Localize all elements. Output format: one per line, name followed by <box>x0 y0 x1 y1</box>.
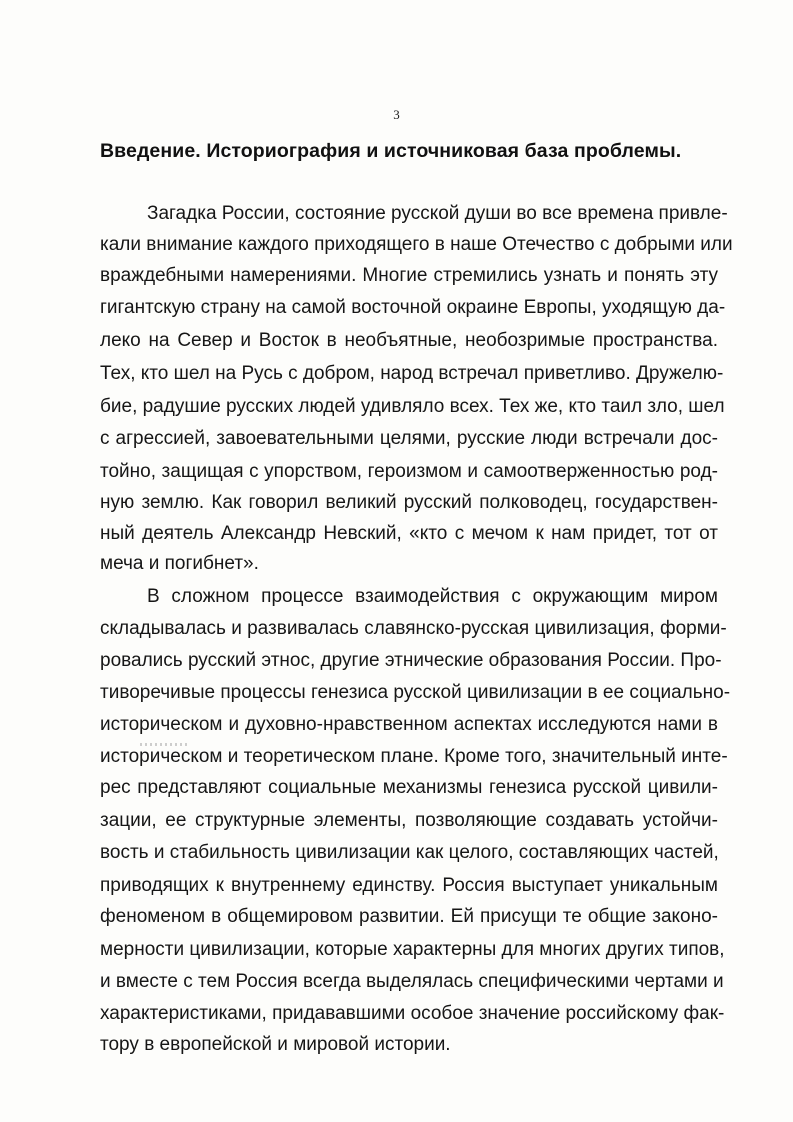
page-number: 3 <box>393 107 400 122</box>
text-line: леко на Север и Восток в необъятные, необозримые пространства. <box>100 330 718 351</box>
text-line: и вместе с тем Россия всегда выделялась специфическими чертами и <box>100 971 724 992</box>
text-line: складывалась и развивалась славянско-русская цивилизация, форми- <box>100 618 727 639</box>
text-line: враждебными намерениями. Многие стремились узнать и понять эту <box>100 265 718 286</box>
text-line: историческом и духовно-нравственном аспектах исследуются нами в <box>100 714 718 735</box>
text-line: ную землю. Как говорил великий русский полководец, государствен- <box>100 492 718 513</box>
text-line: Тех, кто шел на Русь с добром, народ встречал приветливо. Дружелю- <box>100 363 724 384</box>
text-line: рес представляют социальные механизмы генезиса русской цивили- <box>100 777 718 798</box>
text-line: тойно, защищая с упорством, героизмом и самоотверженностью род- <box>100 461 718 482</box>
text-line: меча и погибнет». <box>100 553 259 574</box>
text-line: характеристиками, придававшими особое значение российскому фак- <box>100 1003 725 1024</box>
text-line: бие, радушие русских людей удивляло всех. Тех же, кто таил зло, шел <box>100 396 725 417</box>
text-line: приводящих к внутреннему единству. Россия выступает уникальным <box>100 875 718 896</box>
scan-artifact <box>140 743 188 746</box>
text-line: вость и стабильность цивилизации как целого, составляющих частей, <box>100 842 719 863</box>
text-line: историческом и теоретическом плане. Кроме того, значительный инте- <box>100 746 728 767</box>
text-line: с агрессией, завоевательными целями, русские люди встречали дос- <box>100 428 718 449</box>
text-line: гигантскую страну на самой восточной окраине Европы, уходящую да- <box>100 297 726 318</box>
text-line: тиворечивые процессы генезиса русской цивилизации в ее социально- <box>100 682 731 703</box>
text-line: тору в европейской и мировой истории. <box>100 1034 451 1055</box>
text-line: ный деятель Александр Невский, «кто с мечом к нам придет, тот от <box>100 523 718 544</box>
text-line: Загадка России, состояние русской души во все времена привле- <box>147 203 728 224</box>
text-line: кали внимание каждого приходящего в наше Отечество с добрыми или <box>100 234 733 255</box>
text-line: мерности цивилизации, которые характерны для многих других типов, <box>100 939 725 960</box>
text-line: зации, ее структурные элементы, позволяющие создавать устойчи- <box>100 810 718 831</box>
text-line: ровались русский этнос, другие этнические образования России. Про- <box>100 650 722 671</box>
text-line: В сложном процессе взаимодействия с окружающим миром <box>147 586 718 607</box>
page-heading: Введение. Историография и источниковая база проблемы. <box>100 140 682 162</box>
text-line: феноменом в общемировом развитии. Ей присущи те общие законо- <box>100 906 718 927</box>
